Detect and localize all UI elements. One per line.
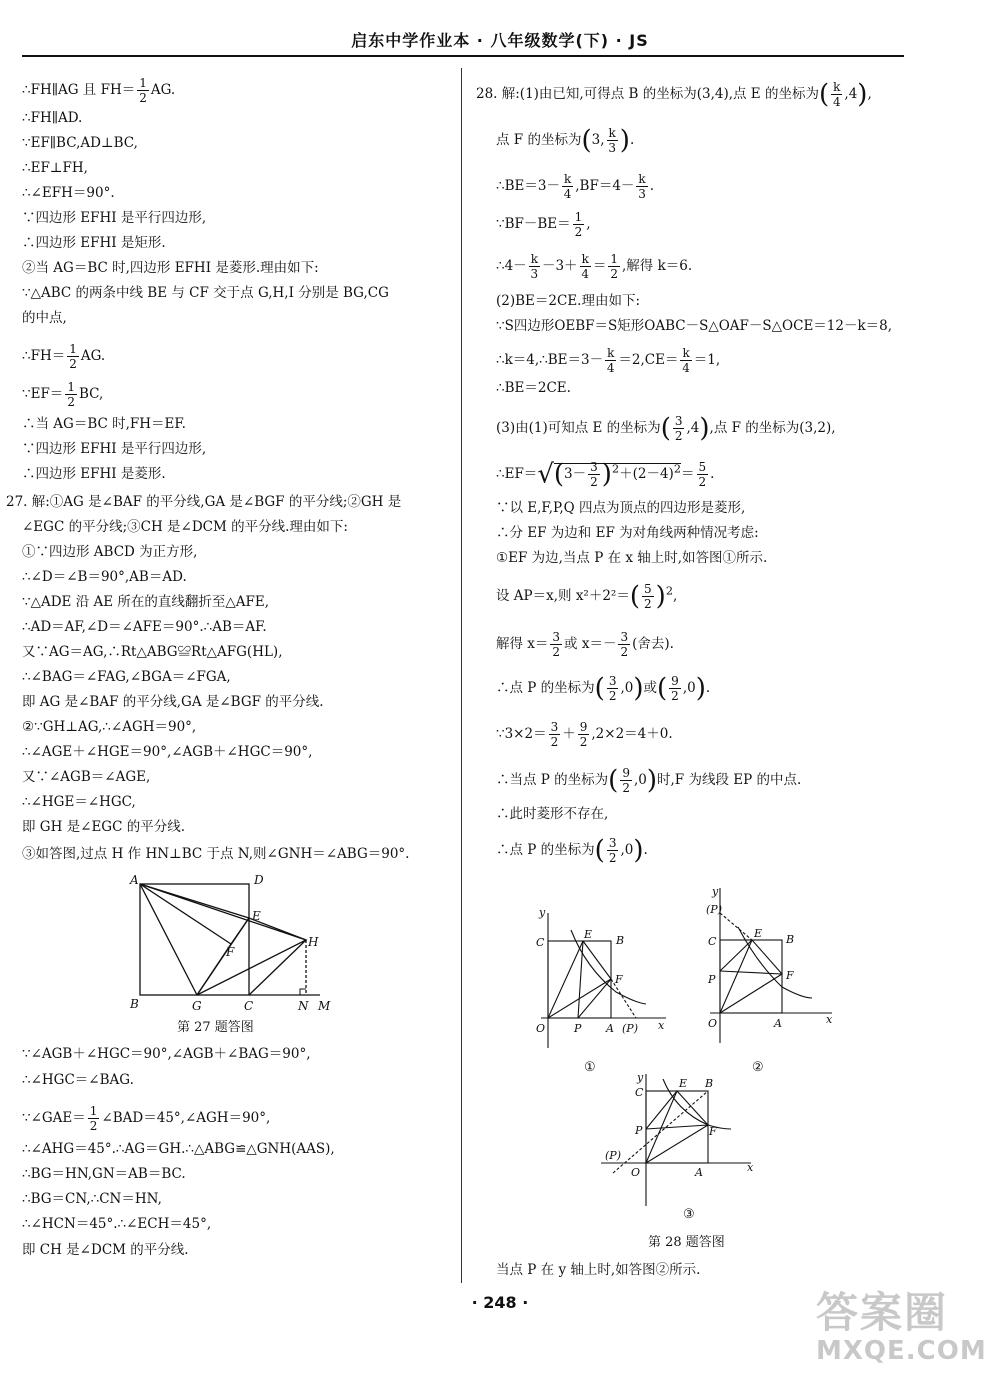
line: ∴点 P 的坐标为( $\frac{3}{2}$ ,0). [496,835,648,866]
line: ∴FH∥AD. [22,110,83,126]
line: ∴k＝4,∴BE＝3－ $\frac{k}{4}$ ＝2,CE＝ $\frac{k}{4}$ ＝1, [496,346,721,375]
line: ∴∠HGE＝∠HGC, [22,794,136,810]
svg-text:D: D [254,874,264,887]
svg-text:P: P [574,1022,582,1035]
line: ①EF 为边,当点 P 在 x 轴上时,如答图①所示. [496,550,768,566]
line: ∴∠HGC＝∠BAG. [22,1072,134,1088]
line: ∵四边形 EFHI 是平行四边形, [22,210,207,226]
line: ∴BG＝HN,GN＝AB＝BC. [22,1166,186,1182]
line: ∵∠GAE＝ $\frac{1}{2}$ ∠BAD＝45°,∠AGH＝90°, [22,1104,271,1133]
figure-27-caption: 第 27 题答图 [177,1020,254,1035]
svg-text:B: B [705,1077,714,1090]
line: ∵S四边形OEBF＝S矩形OABC－S△OAF－S△OCE＝12－k＝8, [496,318,893,334]
svg-text:A: A [695,1166,703,1179]
svg-text:E: E [754,927,763,940]
svg-text:O: O [708,1017,718,1030]
svg-text:y: y [637,1071,644,1084]
line: 解得 x＝ $\frac{3}{2}$ 或 x＝－ $\frac{3}{2}$ (舍去). [496,630,674,659]
problem-27-heading: 27. 解:①AG 是∠BAF 的平分线,GA 是∠BGF 的平分线;②GH 是 [6,494,402,510]
svg-text:A: A [130,874,139,887]
line: ∴四边形 EFHI 是菱形. [22,466,166,482]
line: 即 CH 是∠DCM 的平分线. [22,1242,189,1258]
line: ∴EF⊥FH, [22,160,88,176]
svg-text:P: P [635,1124,643,1137]
figure-28-caption: 第 28 题答图 [648,1235,725,1250]
line: ∴当点 P 的坐标为( $\frac{9}{2}$ ,0)时,F 为线段 EP 的中点. [496,765,802,796]
svg-text:G: G [192,999,202,1013]
line: ∵△ABC 的两条中线 BE 与 CF 交于点 G,H,I 分别是 BG,CG [22,285,389,301]
svg-text:x: x [826,1013,833,1026]
figure-28-1-diagram [536,908,686,1058]
svg-text:(P): (P) [605,1149,621,1162]
line: ∵BF－BE＝ $\frac{1}{2}$ , [496,210,591,239]
line: 点 F 的坐标为(3, $\frac{k}{3}$ ). [496,125,635,156]
line: 即 GH 是∠EGC 的平分线. [22,819,186,835]
svg-text:O: O [536,1022,546,1035]
svg-text:(P): (P) [706,903,722,916]
svg-text:E: E [584,928,593,941]
line: ∴∠BAG＝∠FAG,∠BGA＝∠FGA, [22,669,231,685]
svg-text:H: H [308,935,319,949]
svg-text:y: y [712,885,719,898]
line: ②∵GH⊥AG,∴∠AGH＝90°, [22,719,197,735]
line: ∴当 AG＝BC 时,FH＝EF. [22,416,186,432]
line: ∴∠HCN＝45°.∴∠ECH＝45°, [22,1216,212,1232]
svg-text:C: C [635,1086,644,1099]
page-number: · 248 · [471,1293,529,1312]
line: ∵∠AGB＋∠HGC＝90°,∠AGB＋∠BAG＝90°, [22,1046,311,1062]
line: ∵以 E,F,P,Q 四点为顶点的四边形是菱形, [496,500,746,516]
svg-text:x: x [747,1161,754,1174]
line: ∴AD＝AF,∠D＝∠AFE＝90°.∴AB＝AF. [22,619,267,635]
watermark-top: 答案圈 [816,1288,949,1337]
line: ∴∠EFH＝90°. [22,185,115,201]
line: ③如答图,过点 H 作 HN⊥BC 于点 N,则∠GNH＝∠ABG＝90°. [22,846,410,862]
svg-text:C: C [244,999,254,1013]
watermark-bottom: MXQE.COM [816,1336,987,1366]
svg-text:M: M [318,999,331,1013]
svg-text:A: A [774,1017,782,1030]
problem-28-heading: 28. 解:(1)由已知,可得点 B 的坐标为(3,4),点 E 的坐标为( $\frac{k}{4}$ ,4), [476,79,872,110]
figure-28-2-diagram [702,883,852,1053]
header-rule [22,55,904,57]
figure-28-1-label: ① [584,1060,596,1075]
line: ∴BE＝3－ $\frac{k}{4}$ ,BF＝4－ $\frac{k}{3}$ . [496,172,654,201]
line: (2)BE＝2CE.理由如下: [496,293,641,309]
line: ∴EF＝√(3－ $\frac{3}{2}$ )$^2+(2-4)^2=$ $\frac{5}{2}$ . [496,459,715,490]
watermark-logo [816,1280,987,1366]
line: ∴4－ $\frac{k}{3}$ －3＋ $\frac{k}{4}$ ＝ $\frac{1}{2}$ ,解得 k＝6. [496,252,693,281]
svg-text:B: B [616,934,625,947]
line: 又∵AG＝AG,∴Rt△ABG≌Rt△AFG(HL), [22,644,283,660]
svg-text:F: F [226,945,235,959]
line: ∴此时菱形不存在, [496,806,609,822]
line: ①∵四边形 ABCD 为正方形, [22,544,198,560]
line: 又∵∠AGB＝∠AGE, [22,769,151,785]
line: ∴FH＝ $\frac{1}{2}$ AG. [22,342,106,371]
figure-27-diagram [122,874,362,1014]
svg-text:E: E [679,1077,688,1090]
svg-text:P: P [708,973,716,986]
figure-28-2-label: ② [752,1060,764,1075]
column-divider [461,68,462,1283]
line: ∴四边形 EFHI 是矩形. [22,235,166,251]
svg-text:B: B [786,933,795,946]
svg-text:B: B [130,997,139,1011]
line: ∵四边形 EFHI 是平行四边形, [22,441,207,457]
figure-28-3-diagram [601,1071,761,1211]
line: 的中点, [22,310,67,326]
line: ∴分 EF 为边和 EF 为对角线两种情况考虑: [496,525,759,541]
line: ∠EGC 的平分线;③CH 是∠DCM 的平分线.理由如下: [22,519,348,535]
line: ∴∠AGE＋∠HGE＝90°,∠AGB＋∠HGC＝90°, [22,744,313,760]
svg-text:C: C [708,935,717,948]
line: 即 AG 是∠BAF 的平分线,GA 是∠BGF 的平分线. [22,694,324,710]
svg-text:(P): (P) [622,1022,638,1035]
line: ∴BE＝2CE. [496,380,571,396]
svg-text:y: y [539,908,546,919]
line: ∴∠D＝∠B＝90°,AB＝AD. [22,569,187,585]
svg-text:O: O [631,1166,641,1179]
svg-text:F: F [615,973,623,986]
svg-text:F: F [709,1125,717,1138]
svg-text:C: C [536,936,545,949]
figure-28-3-label: ③ [683,1207,695,1222]
line: ∵△ADE 沿 AE 所在的直线翻折至△AFE, [22,594,270,610]
line: ∵3×2＝ $\frac{3}{2}$ ＋ $\frac{9}{2}$ ,2×2＝4＋0. [496,720,673,749]
line: ∴BG＝CN,∴CN＝HN, [22,1191,162,1207]
svg-text:E: E [252,909,261,923]
line: 设 AP＝x,则 x²＋2²＝( $\frac{5}{2}$ )$^2$, [496,581,678,612]
svg-text:x: x [658,1019,665,1032]
line: ∵EF＝ $\frac{1}{2}$ BC, [22,380,104,409]
svg-text:A: A [606,1022,614,1035]
line: ∵EF∥BC,AD⊥BC, [22,135,138,151]
line: ∴点 P 的坐标为( $\frac{3}{2}$ ,0)或( $\frac{9}{2}$ ,0). [496,673,711,704]
line: (3)由(1)可知点 E 的坐标为( $\frac{3}{2}$ ,4),点 F 的坐标为(3,2), [496,413,836,444]
line: ∴FH∥AG 且 FH＝ $\frac{1}{2}$ AG. [22,76,176,105]
svg-text:F: F [786,969,794,982]
page-header: 启东中学作业本 · 八年级数学(下) · JS [351,31,649,50]
line: ②当 AG＝BC 时,四边形 EFHI 是菱形.理由如下: [22,260,319,276]
line: 当点 P 在 y 轴上时,如答图②所示. [496,1262,701,1278]
svg-text:N: N [298,999,309,1013]
line: ∴∠AHG＝45°.∴AG＝GH.∴△ABG≌△GNH(AAS), [22,1141,335,1157]
